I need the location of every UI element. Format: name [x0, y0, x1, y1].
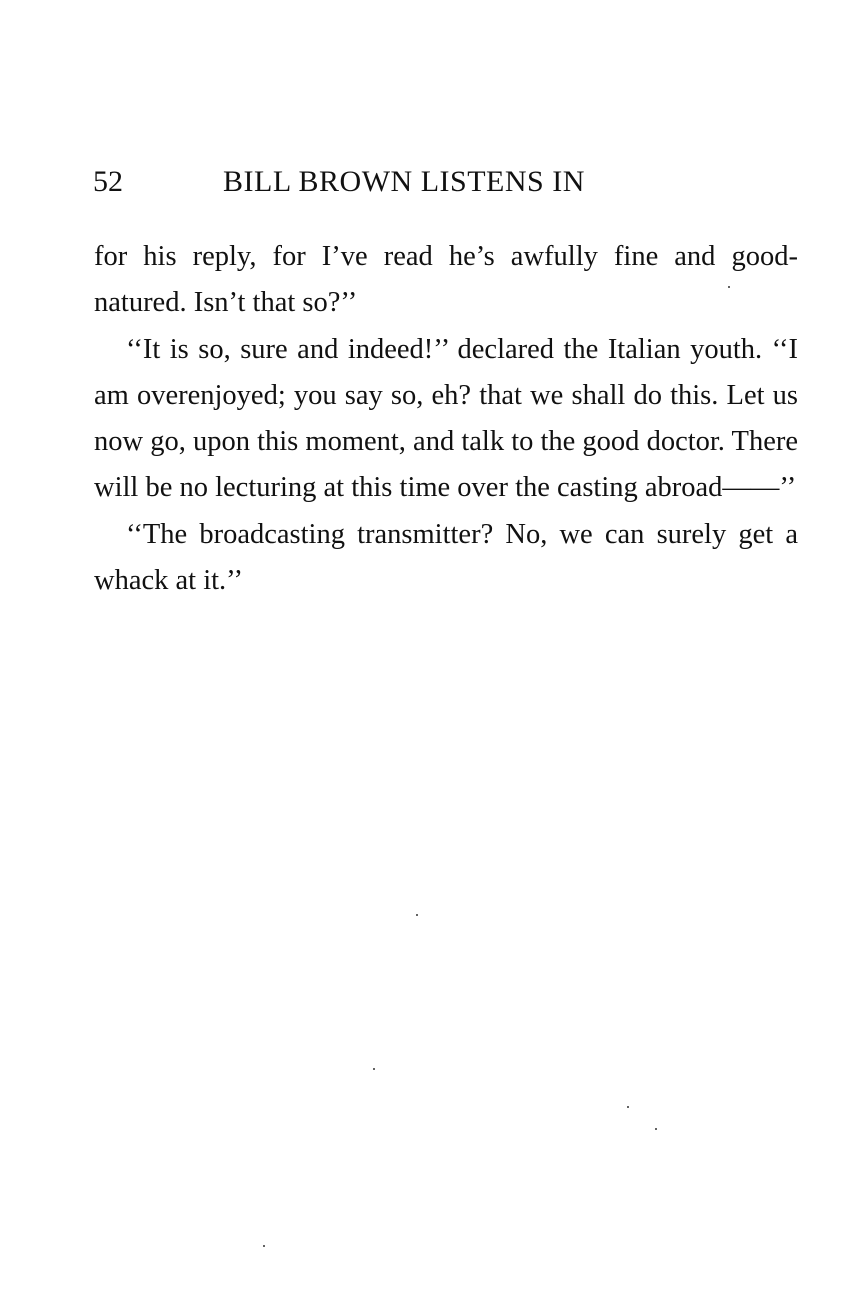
scan-speck [627, 1106, 629, 1108]
running-title: BILL BROWN LISTENS IN [223, 165, 585, 198]
scan-speck [728, 286, 730, 288]
paragraph-continuation: for his reply, for I’ve read he’s awfully fine and good-natured. Isn’t that so?’’ [94, 241, 798, 319]
paragraph: ‘‘It is so, sure and indeed!’’ declared the Italian youth. ‘‘I am overenjoyed; you say so, eh? that we shall do this. Let us now go, upon this moment, and talk to the good doctor. There will be no lecturing at this time over the casting abroad——’’ [94, 333, 798, 504]
paragraph: ‘‘The broadcasting transmitter? No, we can surely get a whack at it.’’ [94, 518, 798, 597]
scan-speck [263, 1245, 265, 1247]
scan-speck [373, 1068, 375, 1070]
page-number: 52 [93, 165, 123, 198]
scan-speck [416, 914, 418, 916]
running-head [93, 162, 803, 202]
body-text [94, 234, 798, 604]
scan-speck [655, 1128, 657, 1130]
